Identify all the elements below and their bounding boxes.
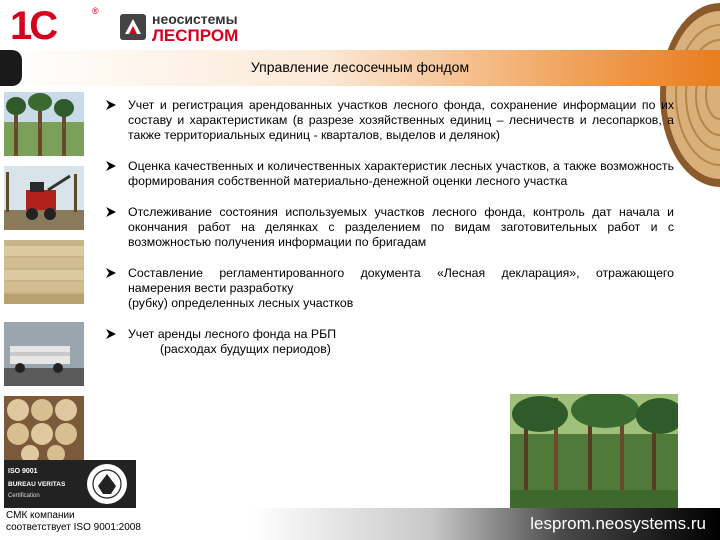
- registered-mark: ®: [92, 6, 99, 16]
- list-item-text-continued: (рубку) определенных лесных участков: [128, 296, 354, 310]
- neosystems-lesprom-logo: [120, 10, 270, 46]
- list-item: [104, 98, 674, 143]
- certification-badge: [4, 460, 136, 508]
- pine-forest-photo: [510, 394, 678, 516]
- qms-note: [6, 510, 141, 534]
- arrow-bullet-icon: [104, 266, 118, 280]
- arrow-bullet-icon: [104, 205, 118, 219]
- list-item-text: Отслеживание состояния используемых участков лесного фонда, контроль дат начала и окончания работ на делянках с разделением по видам заготовительных работ и с возможностью получения информации по бригадам: [128, 205, 674, 249]
- qms-note-line-2: соответствует ISO 9001:2008: [6, 522, 141, 533]
- list-item: [104, 205, 674, 250]
- page-title: Управление лесосечным фондом: [250, 59, 470, 75]
- arrow-bullet-icon: [104, 327, 118, 341]
- website-link[interactable]: lesprom.neosystems.ru: [530, 514, 706, 533]
- title-bar: [0, 50, 720, 86]
- bureau-veritas-seal-icon: [84, 462, 130, 506]
- brand-line-2: ЛЕСПРОМ: [152, 26, 239, 45]
- list-item: [104, 266, 674, 311]
- forest-photo-1: [4, 92, 84, 156]
- list-item-text: Учет и регистрация арендованных участков лесного фонда, сохранение информации по их составу и характеристикам (в разрезе хозяйственных единиц – лесничеств и лесопарков, а также территориальных единиц - кварталов, выделов и делянок): [128, 98, 674, 142]
- harvester-photo: [4, 166, 84, 230]
- cert-org-label: BUREAU VERITAS: [8, 481, 66, 488]
- list-item: [104, 159, 674, 189]
- brand-line-1: неосистемы: [152, 11, 238, 27]
- qms-note-line-1: СМК компании: [6, 510, 75, 521]
- cert-type-label: Certification: [8, 493, 40, 499]
- list-item-text-continued: (расходах будущих периодов): [160, 342, 331, 356]
- footer: [0, 508, 720, 540]
- list-item: [104, 327, 498, 357]
- 1c-logo-text: 1С: [10, 4, 56, 48]
- neosystems-emblem-icon: [120, 14, 146, 40]
- truck-photo: [4, 322, 84, 386]
- list-item-text: Оценка качественных и количественных характеристик лесных участков, а также возможность формирования собственной материально-денежной оценки лесного участка: [128, 159, 674, 188]
- feature-list: [104, 98, 674, 373]
- arrow-bullet-icon: [104, 159, 118, 173]
- list-item-text: Учет аренды лесного фонда на РБП: [128, 327, 337, 341]
- cert-iso-label: ISO 9001: [8, 468, 38, 475]
- arrow-bullet-icon: [104, 98, 118, 112]
- log-ends-photo: [4, 396, 84, 460]
- lumber-stack-photo: [4, 240, 84, 304]
- list-item-text: Составление регламентированного документа «Лесная декларация», отражающего намерения вести разработку: [128, 266, 674, 295]
- 1c-logo: [6, 4, 110, 48]
